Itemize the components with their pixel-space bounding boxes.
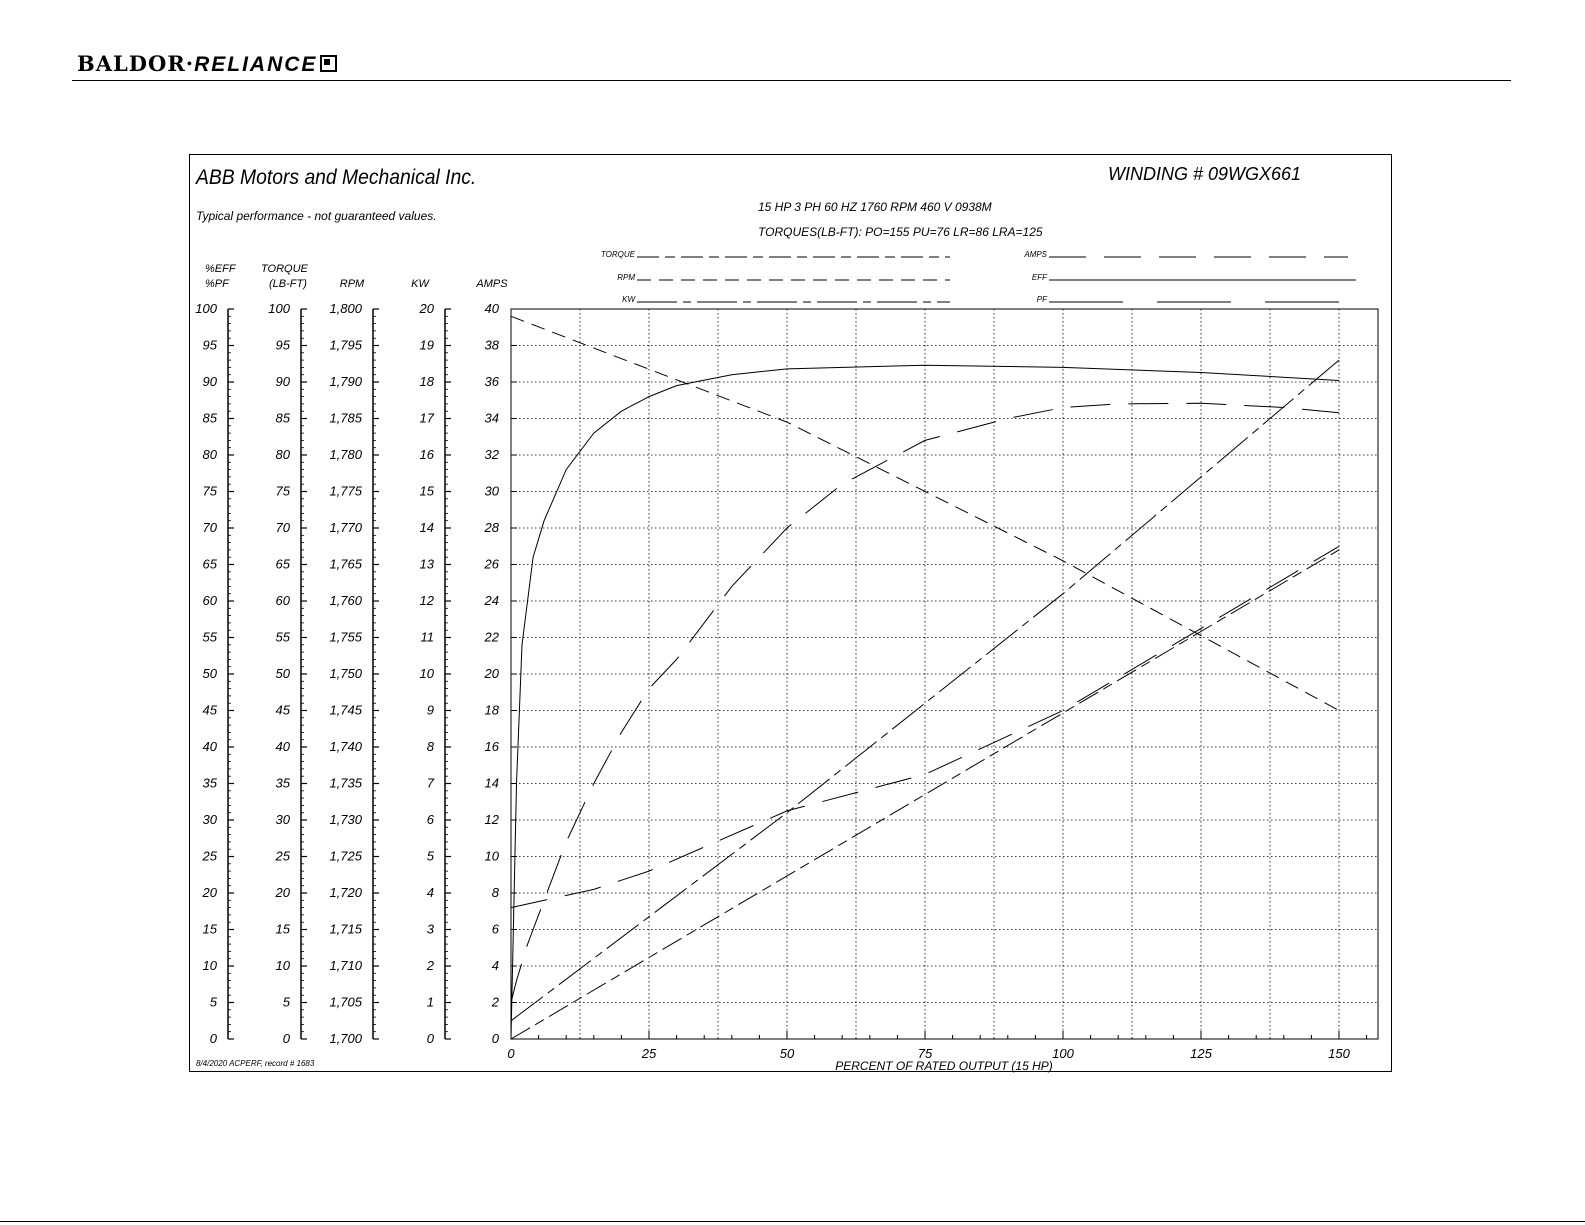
x-tick-label: 150: [1328, 1046, 1350, 1061]
y-tick-label: 1,775: [329, 483, 362, 499]
y-tick-label: 95: [275, 337, 290, 353]
y-tick-label: 15: [419, 483, 434, 499]
y-tick-label: 1,755: [329, 629, 362, 645]
y-tick-label: 12: [484, 812, 499, 827]
y-tick-label: 75: [202, 483, 217, 499]
y-tick-label: 20: [202, 885, 217, 900]
x-tick-label: 100: [1052, 1046, 1074, 1061]
legend-label: KW: [622, 295, 635, 304]
y-tick-label: 7: [426, 775, 434, 791]
y-axis-title: TORQUE: [261, 263, 308, 275]
torques-line: TORQUES(LB-FT): PO=155 PU=76 LR=86 LRA=125: [758, 225, 1043, 239]
y-tick-label: 6: [491, 921, 499, 937]
y-tick-label: 100: [268, 301, 290, 316]
y-tick-label: 1,760: [329, 593, 362, 608]
y-tick-label: 50: [202, 666, 217, 681]
y-tick-label: 1,800: [329, 301, 362, 316]
y-tick-label: 22: [484, 629, 499, 645]
y-tick-label: 30: [275, 812, 290, 827]
rating-line: 15 HP 3 PH 60 HZ 1760 RPM 460 V 0938M: [758, 200, 992, 214]
y-tick-label: 1,720: [329, 885, 362, 900]
y-tick-label: 85: [202, 410, 217, 426]
y-tick-label: 8: [426, 739, 434, 754]
y-tick-label: 13: [419, 556, 434, 572]
x-tick-label: 0: [507, 1046, 515, 1061]
y-tick-label: 1,710: [329, 958, 362, 973]
y-tick-label: 60: [202, 593, 217, 608]
logo-sub: RELIANCE: [194, 53, 318, 76]
y-tick-label: 14: [419, 520, 434, 535]
y-tick-label: 1,745: [329, 702, 362, 718]
y-tick-label: 16: [419, 447, 434, 462]
y-tick-label: 55: [275, 629, 290, 645]
y-tick-label: 1,715: [329, 921, 362, 937]
y-tick-label: 1,780: [329, 447, 362, 462]
y-axis-title: KW: [411, 278, 429, 290]
y-tick-label: 80: [202, 447, 217, 462]
y-tick-label: 45: [275, 702, 290, 718]
y-tick-label: 50: [275, 666, 290, 681]
x-tick-label: 25: [641, 1046, 657, 1061]
company-name: ABB Motors and Mechanical Inc.: [196, 166, 477, 189]
y-tick-label: 32: [484, 447, 499, 462]
y-tick-label: 40: [275, 739, 290, 754]
y-tick-label: 5: [209, 994, 217, 1010]
y-tick-label: 1: [426, 994, 434, 1010]
y-tick-label: 1,790: [329, 374, 362, 389]
y-axis-title: %EFF: [205, 263, 236, 275]
y-tick-label: 5: [282, 994, 290, 1010]
x-tick-label: 50: [779, 1046, 795, 1061]
y-tick-label: 95: [202, 337, 217, 353]
y-tick-label: 4: [491, 958, 499, 973]
legend-label: EFF: [1031, 273, 1047, 282]
y-tick-label: 9: [426, 702, 434, 718]
y-axis-title: RPM: [339, 278, 365, 290]
y-tick-label: 17: [419, 410, 434, 426]
y-tick-label: 1,700: [329, 1031, 362, 1046]
y-tick-label: 85: [275, 410, 290, 426]
logo-brand: BALDOR: [77, 51, 186, 76]
y-tick-label: 10: [275, 958, 290, 973]
y-tick-label: 14: [484, 775, 499, 791]
y-tick-label: 5: [426, 848, 434, 864]
y-tick-label: 3: [426, 921, 434, 937]
y-tick-label: 20: [275, 885, 290, 900]
y-tick-label: 36: [484, 374, 499, 389]
y-tick-label: 40: [484, 301, 499, 316]
y-tick-label: 16: [484, 739, 499, 754]
y-axis-title: AMPS: [476, 278, 508, 290]
y-tick-label: 19: [419, 337, 434, 353]
y-tick-label: 0: [491, 1031, 499, 1046]
y-tick-label: 1,770: [329, 520, 362, 535]
y-tick-label: 35: [202, 775, 217, 791]
y-axis-title: (LB-FT): [269, 278, 307, 290]
legend-label: TORQUE: [600, 250, 635, 259]
y-tick-label: 10: [202, 958, 217, 973]
y-tick-label: 30: [202, 812, 217, 827]
y-tick-label: 34: [484, 410, 499, 426]
winding-number: WINDING # 09WGX661: [1108, 164, 1302, 184]
y-tick-label: 65: [202, 556, 217, 572]
y-tick-label: 60: [275, 593, 290, 608]
y-tick-label: 25: [275, 848, 290, 864]
x-tick-label: 125: [1190, 1046, 1212, 1061]
y-tick-label: 18: [419, 374, 434, 389]
y-tick-label: 0: [426, 1031, 434, 1046]
y-tick-label: 10: [419, 666, 434, 681]
y-tick-label: 70: [275, 520, 290, 535]
y-tick-label: 1,740: [329, 739, 362, 754]
y-tick-label: 28: [484, 520, 499, 535]
legend-label: AMPS: [1024, 250, 1047, 259]
y-tick-label: 90: [275, 374, 290, 389]
y-tick-label: 1,795: [329, 337, 362, 353]
y-tick-label: 65: [275, 556, 290, 572]
y-tick-label: 25: [202, 848, 217, 864]
y-tick-label: 15: [202, 921, 217, 937]
record-footer: 8/4/2020 ACPERF, record # 1683: [196, 1059, 315, 1068]
y-tick-label: 40: [202, 739, 217, 754]
y-tick-label: 18: [484, 702, 499, 718]
y-tick-label: 20: [484, 666, 499, 681]
y-tick-label: 1,765: [329, 556, 362, 572]
y-tick-label: 38: [484, 337, 499, 353]
y-tick-label: 55: [202, 629, 217, 645]
disclaimer-text: Typical performance - not guaranteed values.: [196, 209, 437, 223]
y-tick-label: 1,785: [329, 410, 362, 426]
y-tick-label: 75: [275, 483, 290, 499]
y-tick-label: 10: [484, 848, 499, 864]
y-tick-label: 11: [420, 629, 434, 645]
legend-label: RPM: [617, 273, 635, 282]
y-tick-label: 70: [202, 520, 217, 535]
y-tick-label: 80: [275, 447, 290, 462]
y-tick-label: 12: [419, 593, 434, 608]
y-tick-label: 1,725: [329, 848, 362, 864]
y-tick-label: 1,705: [329, 994, 362, 1010]
legend-label: PF: [1036, 295, 1047, 304]
y-axis-title: %PF: [205, 278, 229, 290]
y-tick-label: 100: [195, 301, 217, 316]
y-tick-label: 0: [282, 1031, 290, 1046]
y-tick-label: 35: [275, 775, 290, 791]
y-tick-label: 6: [426, 812, 434, 827]
y-tick-label: 20: [419, 301, 434, 316]
y-tick-label: 0: [209, 1031, 217, 1046]
y-tick-label: 1,730: [329, 812, 362, 827]
logo-separator: ·: [185, 51, 195, 76]
x-tick-label: 75: [917, 1046, 933, 1061]
y-tick-label: 2: [426, 958, 434, 973]
y-tick-label: 1,750: [329, 666, 362, 681]
y-tick-label: 45: [202, 702, 217, 718]
y-tick-label: 4: [426, 885, 434, 900]
y-tick-label: 90: [202, 374, 217, 389]
y-tick-label: 30: [484, 483, 499, 499]
y-tick-label: 15: [275, 921, 290, 937]
y-tick-label: 2: [491, 994, 499, 1010]
y-tick-label: 24: [484, 593, 499, 608]
y-tick-label: 1,735: [329, 775, 362, 791]
y-tick-label: 8: [491, 885, 499, 900]
y-tick-label: 26: [484, 556, 499, 572]
x-axis-label: PERCENT OF RATED OUTPUT (15 HP): [835, 1059, 1053, 1073]
